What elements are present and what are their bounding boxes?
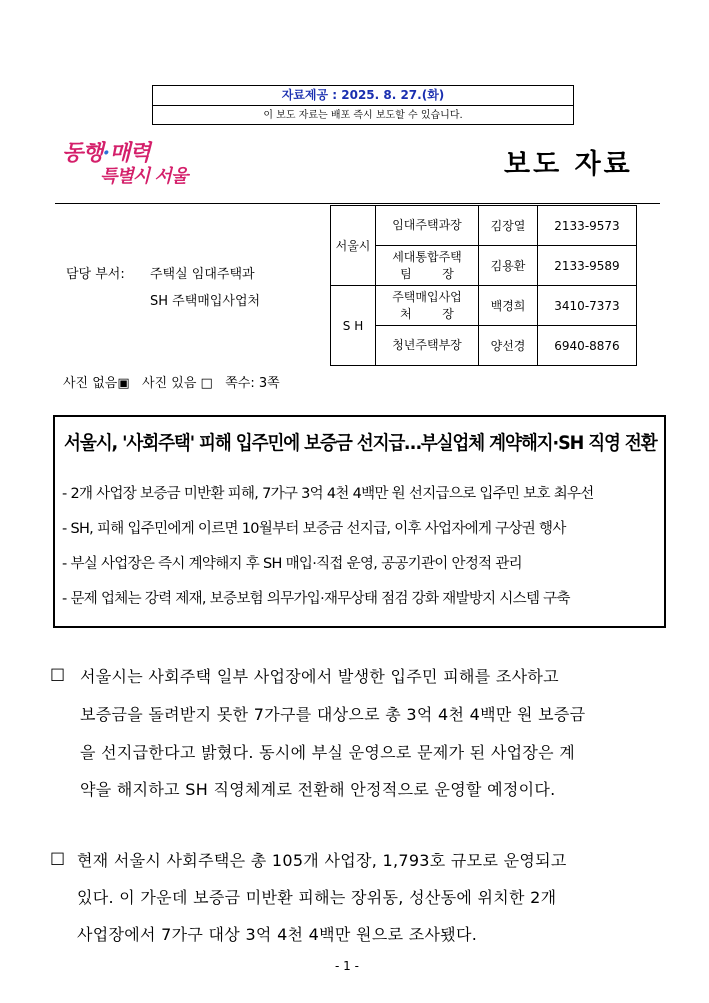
paragraph-1-line: 서울시는 사회주택 일부 사업장에서 발생한 입주민 피해를 조사하고 xyxy=(80,667,559,686)
contact-phone: 6940-8876 xyxy=(538,326,637,366)
paragraph-1-line: 약을 해지하고 SH 직영체계로 전환해 안정적으로 운영할 예정이다. xyxy=(80,780,556,799)
summary-bullet: - 부실 사업장은 즉시 계약해지 후 SH 매입·직접 운영, 공공기관이 안정적 관리 xyxy=(62,556,522,572)
paragraph-marker: □ xyxy=(50,848,66,867)
department-line-1: 주택실 임대주택과 xyxy=(150,267,255,282)
contact-name: 김용환 xyxy=(479,246,538,286)
contact-name: 백경희 xyxy=(479,286,538,326)
paragraph-1-line: 을 선지급한다고 밝혔다. 동시에 부실 운영으로 문제가 된 사업장은 계 xyxy=(80,743,576,762)
paragraph-2-line: 현재 서울시 사회주택은 총 105개 사업장, 1,793호 규모로 운영되고 xyxy=(77,851,567,870)
document-type-title: 보도 자료 xyxy=(504,149,633,180)
contact-org-sh: S H xyxy=(331,286,376,366)
contact-phone: 2133-9573 xyxy=(538,206,637,246)
photo-and-page-count: 사진 없음▣ 사진 있음 □ 쪽수: 3쪽 xyxy=(63,376,280,391)
department-label: 담당 부서: xyxy=(66,267,125,282)
logo-word-maeryeok: 매력 xyxy=(109,140,150,166)
contact-row xyxy=(331,246,637,286)
headline: 서울시, '사회주택' 피해 입주민에 보증금 선지급…부실업체 계약해지·SH 직영 전환 xyxy=(64,432,657,454)
header-divider xyxy=(55,203,660,204)
paragraph-1-line: 보증금을 돌려받지 못한 7가구를 대상으로 총 3억 4천 4백만 원 보증금 xyxy=(80,705,586,724)
paragraph-marker: □ xyxy=(50,664,66,683)
contact-row xyxy=(331,286,637,326)
contact-team: 임대주택과장 xyxy=(376,206,479,246)
paragraph-2-line: 사업장에서 7가구 대상 3억 4천 4백만 원으로 조사됐다. xyxy=(77,925,478,944)
logo-word-donghaeng: 동행 xyxy=(62,140,103,166)
paragraph-2-line: 있다. 이 가운데 보증금 미반환 피해는 장위동, 성산동에 위치한 2개 xyxy=(77,888,557,907)
contact-row xyxy=(331,206,637,246)
contact-org-seoul: 서울시 xyxy=(331,206,376,286)
release-embargo-note: 이 보도 자료는 배포 즉시 보도할 수 있습니다. xyxy=(263,110,463,121)
summary-bullet: - 2개 사업장 보증금 미반환 피해, 7가구 3억 4천 4백만 원 선지급으로 입주민 보호 최우선 xyxy=(62,486,594,502)
logo-dot: · xyxy=(102,140,110,166)
contact-phone: 3410-7373 xyxy=(538,286,637,326)
logo-word-seoul: 특별시 서울 xyxy=(100,166,188,187)
contact-phone: 2133-9589 xyxy=(538,246,637,286)
release-info-box xyxy=(152,85,574,125)
contact-team: 세대통합주택 팀 장 xyxy=(376,246,479,286)
department-line-2: SH 주택매입사업처 xyxy=(150,294,261,309)
page-number: - 1 - xyxy=(335,959,359,973)
contact-team: 청년주택부장 xyxy=(376,326,479,366)
summary-bullet: - SH, 피해 입주민에게 이르면 10월부터 보증금 선지급, 이후 사업자에게 구상권 행사 xyxy=(62,521,566,537)
summary-bullet: - 문제 업체는 강력 제재, 보증보험 의무가입·재무상태 점검 강화 재발방지 시스템 구축 xyxy=(62,591,570,607)
contacts-table xyxy=(330,205,637,366)
release-date: 자료제공 : 2025. 8. 27.(화) xyxy=(153,86,573,106)
contact-team: 주택매입사업 처 장 xyxy=(376,286,479,326)
contact-name: 양선경 xyxy=(479,326,538,366)
contact-name: 김장열 xyxy=(479,206,538,246)
seoul-slogan-logo xyxy=(62,136,202,192)
contact-row xyxy=(331,326,637,366)
